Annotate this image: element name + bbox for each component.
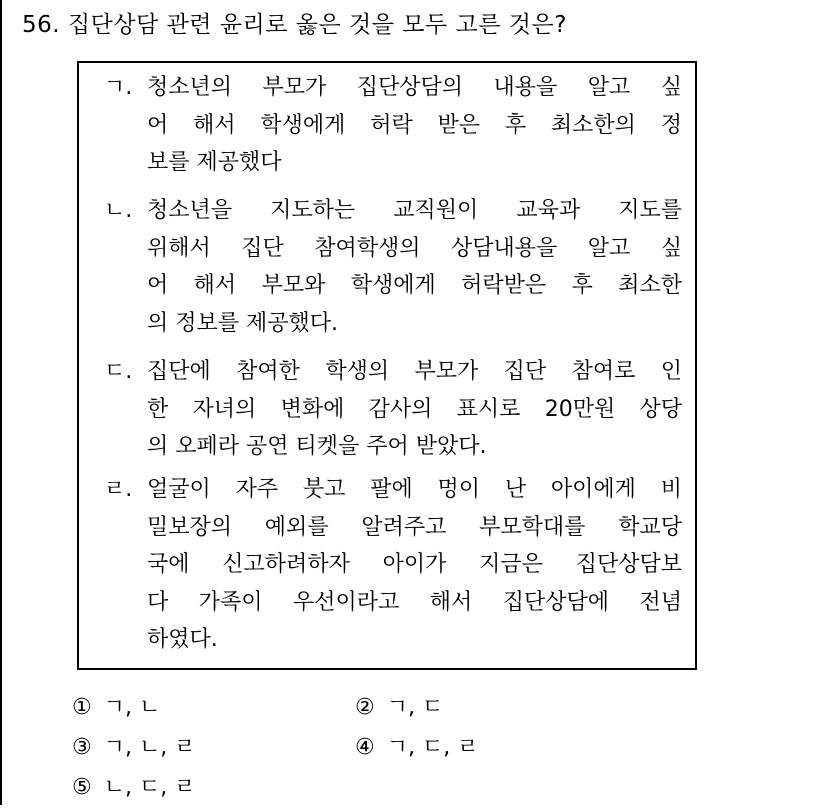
question-stem: 집단상담 관련 윤리로 옳은 것을 모두 고른 것은?: [67, 12, 567, 38]
page-left-border: [0, 0, 2, 805]
statement-line: 얼굴이 자주 붓고 팔에 멍이 난 아이에게 비: [147, 477, 682, 502]
question-number: 56.: [22, 12, 61, 38]
choice-number: ⑤: [72, 775, 92, 800]
answer-choice-1[interactable]: [72, 688, 160, 728]
statement-marker: ㄹ.: [104, 477, 133, 502]
statement-line: 하였다.: [147, 627, 218, 652]
statement-line: 청소년을 지도하는 교직원이 교육과 지도를: [147, 198, 682, 223]
choice-number: ③: [72, 735, 92, 760]
statement-line: 어 해서 학생에게 허락 받은 후 최소한의 정: [147, 112, 682, 138]
choice-number: ①: [72, 695, 92, 720]
statement-line: 밀보장의 예외를 알려주고 부모학대를 학교당: [147, 514, 682, 540]
question-heading: [22, 8, 567, 42]
statement-text: [147, 353, 682, 466]
choice-text: ㄱ, ㄷ: [386, 695, 444, 720]
statement-line: 집단에 참여한 학생의 부모가 집단 참여로 인: [147, 359, 682, 384]
statement-line: 어 해서 부모와 학생에게 허락받은 후 최소한: [147, 273, 682, 298]
statement-line: 보를 제공했다: [147, 150, 282, 175]
statement-line: 위해서 집단 참여학생의 상담내용을 알고 싶: [147, 235, 682, 261]
answer-choice-2[interactable]: [355, 688, 443, 728]
choice-text: ㄱ, ㄴ: [103, 695, 161, 720]
choice-number: ②: [355, 695, 375, 720]
statement-line: 한 자녀의 변화에 감사의 표시로 20만원 상당: [147, 396, 682, 422]
statement-text: [147, 192, 682, 342]
statement-line: 의 오페라 공연 티켓을 주어 받았다.: [147, 434, 487, 459]
statement-box: [77, 61, 697, 670]
answer-choice-4[interactable]: [355, 728, 478, 768]
choice-number: ④: [355, 735, 375, 760]
statement-marker: ㄷ.: [104, 359, 133, 384]
statement-line: 다 가족이 우선이라고 해서 집단상담에 전념: [147, 589, 682, 615]
answer-choice-5[interactable]: [72, 768, 195, 808]
statement-line: 청소년의 부모가 집단상담의 내용을 알고 싶: [147, 75, 682, 100]
statement-line: 의 정보를 제공했다.: [147, 310, 338, 336]
choice-text: ㄴ, ㄷ, ㄹ: [103, 775, 196, 800]
choice-text: ㄱ, ㄷ, ㄹ: [386, 735, 479, 760]
answer-choice-3[interactable]: [72, 728, 195, 768]
statement-marker: ㄱ.: [104, 75, 133, 100]
statement-line: 국에 신고하려하자 아이가 지금은 집단상담보: [147, 552, 682, 577]
statement-text: [147, 69, 682, 182]
statement-marker: ㄴ.: [104, 198, 133, 223]
statement-text: [147, 471, 682, 659]
choice-text: ㄱ, ㄴ, ㄹ: [103, 735, 196, 760]
